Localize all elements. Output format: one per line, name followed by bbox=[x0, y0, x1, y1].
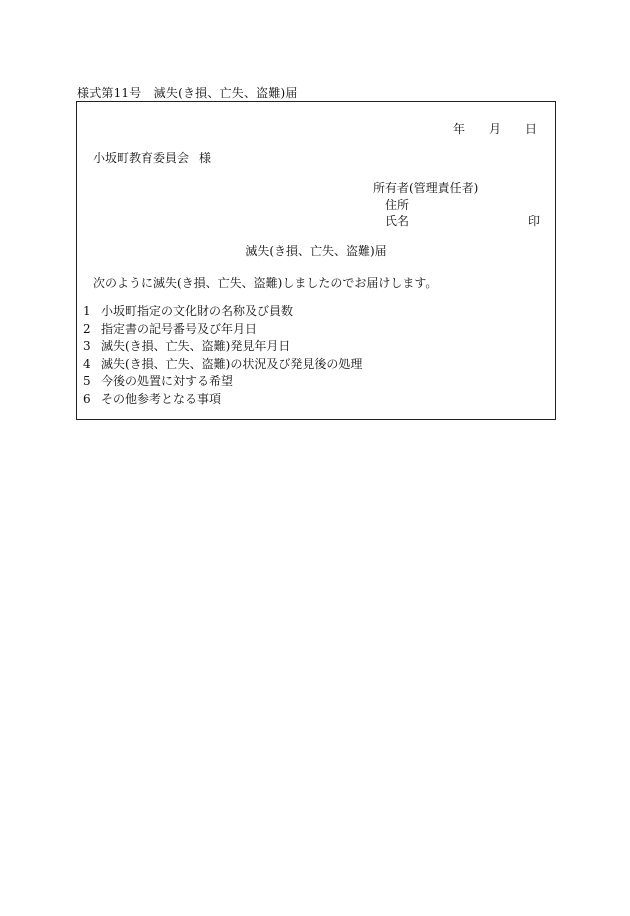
item-number: 2 bbox=[83, 321, 91, 336]
date-line bbox=[453, 120, 537, 137]
date-day-label: 日 bbox=[524, 122, 537, 136]
name-label: 氏名 bbox=[385, 214, 410, 228]
list-item bbox=[83, 321, 362, 339]
item-text: 滅失(き損、亡失、盗難)の状況及び発見後の処理 bbox=[101, 356, 363, 371]
addressee-name: 小坂町教育委員会 bbox=[93, 151, 190, 165]
addressee-honorific: 様 bbox=[199, 151, 212, 165]
item-number: 5 bbox=[83, 374, 91, 388]
item-list bbox=[83, 303, 362, 408]
date-month-label: 月 bbox=[488, 122, 501, 136]
body-text: 次のように滅失(き損、亡失、盗難)しましたのでお届けします。 bbox=[93, 276, 438, 290]
item-text: 今後の処置に対する希望 bbox=[101, 374, 234, 388]
center-title: 滅失(き損、亡失、盗難)届 bbox=[245, 244, 387, 258]
list-item bbox=[83, 373, 362, 391]
address-label: 住所 bbox=[385, 198, 410, 212]
item-number: 1 bbox=[83, 304, 91, 318]
list-item bbox=[83, 391, 362, 409]
item-text: 小坂町指定の文化財の名称及び員数 bbox=[101, 304, 294, 318]
list-item bbox=[83, 356, 362, 374]
item-text: 指定書の記号番号及び年月日 bbox=[101, 321, 258, 336]
owner-label: 所有者(管理責任者) bbox=[373, 181, 479, 195]
form-title: 様式第11号 滅失(き損、亡失、盗難)届 bbox=[77, 86, 298, 100]
list-item bbox=[83, 303, 362, 321]
seal-label: 印 bbox=[527, 214, 540, 228]
item-text: その他参考となる事項 bbox=[101, 391, 222, 406]
list-item bbox=[83, 338, 362, 356]
addressee bbox=[93, 149, 211, 166]
item-text: 滅失(き損、亡失、盗難)発見年月日 bbox=[101, 339, 291, 353]
item-number: 4 bbox=[83, 356, 91, 371]
form-box bbox=[76, 101, 556, 420]
item-number: 6 bbox=[83, 391, 91, 406]
item-number: 3 bbox=[83, 339, 91, 353]
date-year-label: 年 bbox=[452, 122, 465, 136]
